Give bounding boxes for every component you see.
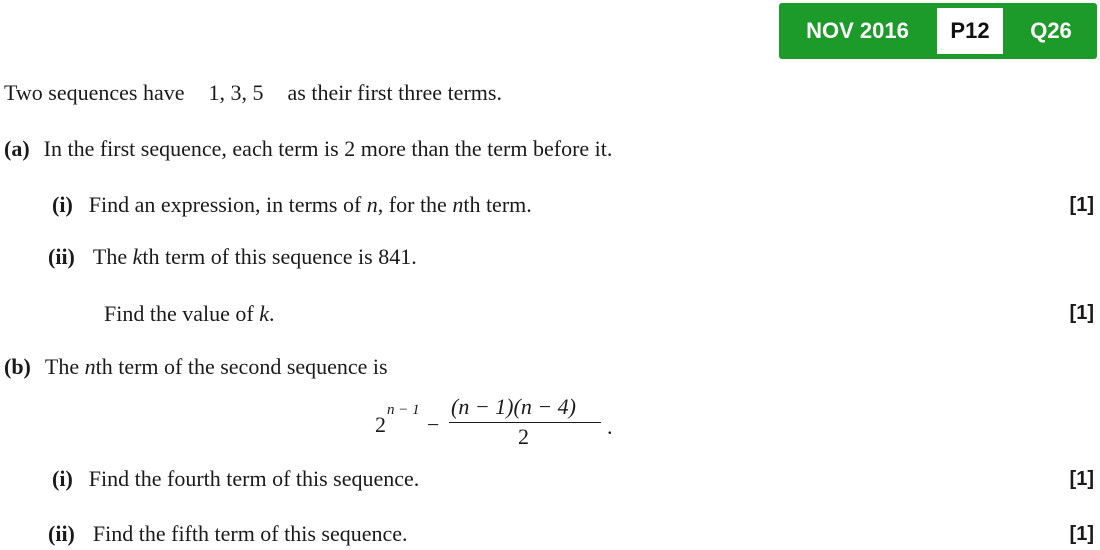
part-a-label: (a) bbox=[4, 136, 30, 161]
part-b-i-label: (i) bbox=[52, 466, 73, 491]
part-a-ii-text-2: th term of this sequence is 841. bbox=[142, 244, 417, 269]
part-a-i-text-2: , for the bbox=[377, 192, 453, 217]
formula-minus: − bbox=[427, 412, 440, 437]
part-a-ii-text-1: The bbox=[92, 244, 133, 269]
part-b-i-text: Find the fourth term of this sequence. bbox=[88, 466, 420, 491]
part-a-ii-label: (ii) bbox=[48, 244, 75, 269]
question-number-label: Q26 bbox=[1030, 18, 1072, 43]
formula-denominator: 2 bbox=[518, 424, 529, 449]
formula-end: . bbox=[607, 414, 613, 439]
formula-fraction-bar bbox=[449, 422, 601, 423]
intro-line bbox=[4, 80, 502, 106]
question-reference-badge bbox=[779, 3, 1097, 59]
intro-text-after: as their first three terms. bbox=[287, 80, 502, 105]
part-a-ii-line2-text-2: . bbox=[268, 301, 275, 326]
part-b-var-1: n bbox=[84, 354, 96, 379]
part-a-ii-line-2 bbox=[104, 301, 274, 327]
nth-term-formula bbox=[375, 394, 635, 454]
part-a-i-text-3: th term. bbox=[463, 192, 532, 217]
part-a-i-text-1: Find an expression, in terms of bbox=[88, 192, 367, 217]
part-a-text: In the first sequence, each term is 2 more than the term before it. bbox=[43, 136, 613, 161]
paper-number-label: P12 bbox=[937, 8, 1003, 54]
part-a-i-var-1: n bbox=[366, 192, 378, 217]
part-b-ii-line bbox=[48, 521, 408, 547]
part-a-line bbox=[4, 136, 612, 162]
formula-exponent: n − 1 bbox=[387, 402, 420, 418]
part-b-i-mark: [1] bbox=[1069, 468, 1094, 490]
exam-date-label: NOV 2016 bbox=[806, 18, 909, 43]
part-b-line bbox=[4, 354, 388, 380]
part-a-i-label: (i) bbox=[52, 192, 73, 217]
formula-numerator: (n − 1)(n − 4) bbox=[451, 394, 576, 419]
part-a-ii-line2-var: k bbox=[259, 301, 269, 326]
part-a-i-line bbox=[52, 192, 532, 218]
part-a-i-var-2: n bbox=[452, 192, 464, 217]
part-a-ii-line bbox=[48, 244, 417, 270]
formula-base: 2 bbox=[375, 412, 386, 437]
part-a-i-mark: [1] bbox=[1069, 194, 1094, 216]
intro-text-before: Two sequences have bbox=[4, 80, 185, 105]
part-a-ii-line2-text-1: Find the value of bbox=[104, 301, 260, 326]
part-b-i-line bbox=[52, 466, 419, 492]
part-a-ii-mark: [1] bbox=[1069, 302, 1094, 324]
part-b-ii-text: Find the fifth term of this sequence. bbox=[92, 521, 408, 546]
part-b-ii-mark: [1] bbox=[1069, 523, 1094, 545]
part-b-label: (b) bbox=[4, 354, 31, 379]
intro-terms: 1, 3, 5 bbox=[208, 80, 264, 105]
part-b-text-2: th term of the second sequence is bbox=[95, 354, 388, 379]
part-b-ii-label: (ii) bbox=[48, 521, 75, 546]
part-b-text-1: The bbox=[44, 354, 85, 379]
part-a-ii-var-1: k bbox=[132, 244, 143, 269]
